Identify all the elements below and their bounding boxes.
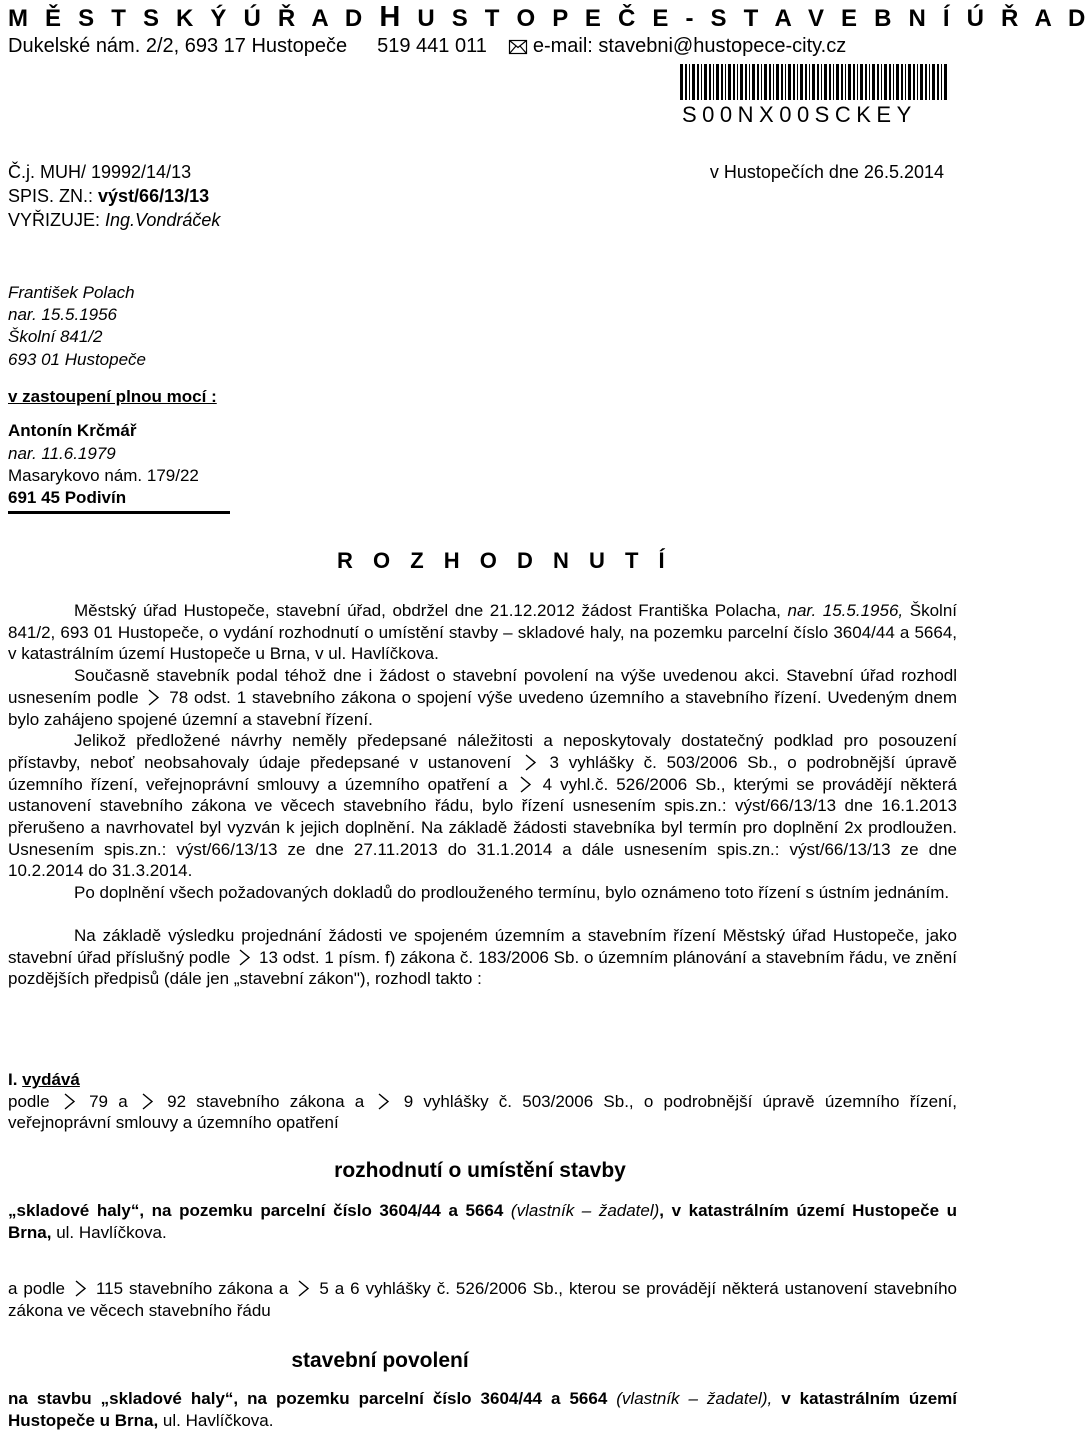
section-sign-icon [294,1279,313,1298]
document-date: v Hustopečích dne 26.5.2014 [709,162,944,182]
paragraph-interruption [8,730,957,882]
section-sign-icon [60,1092,79,1111]
representation-label: v zastoupení plnou mocí : [8,387,217,406]
file-mark-label: SPIS. ZN.: [8,186,99,206]
p4: Po doplnění všech požadovaných dokladů do prodlouženého termínu, bylo oznámeno toto řízení s ústním jednáním. [74,883,950,903]
basis-c: 92 stavebního zákona a [156,1091,375,1111]
handled-by-label: VYŘIZUJE: [8,210,106,230]
address-divider [8,511,230,514]
representative-street: Masarykovo nám. 179/22 [8,466,199,485]
section-sign-icon [521,753,540,772]
recipient-born: nar. 15.5.1956 [8,305,118,324]
permit-subject-text [8,1388,957,1431]
representative-name: Antonín Krčmář [8,421,137,440]
title-rest: U S T O P E Č E - S T A V E B N Í Ú Ř A D [405,5,1091,32]
decision-part-one [8,1069,957,1134]
page-title: R O Z H O D N U T Í [337,548,672,573]
section-sign-icon [138,1092,157,1111]
reasoning-text [8,600,957,990]
permit-legal-basis [8,1278,957,1321]
building-permit-heading: stavební povolení [291,1349,469,1372]
permit-subject [8,1388,957,1431]
basis-d: 9 vyhlášky č. 503/2006 Sb., o podrobnější úpravě územního řízení, veřejnoprávní smlouvy a územního opatření [8,1091,957,1133]
section-sign-icon [71,1279,90,1298]
paragraph-building-permit [8,665,957,730]
paragraph-decision-intro [8,925,957,990]
decision-roman: I. [8,1070,23,1089]
permit-subject-d: ul. Havlíčkova. [158,1410,274,1430]
decision-verb: vydává [22,1070,80,1089]
paragraph-application [8,600,957,665]
file-mark-value: výst/66/13/13 [98,186,210,206]
section-sign-icon [374,1092,393,1111]
decision-issues [8,1069,957,1091]
office-email: e-mail: stavebni@hustopece-city.cz [532,35,847,57]
basis-a: podle [8,1091,60,1111]
subject-c: , v katastrálním území Hustopeče u Brna, [8,1201,958,1242]
representative-city: 691 45 Podivín [8,488,127,507]
permit-basis-b: 115 stavebního zákona a [89,1279,295,1298]
file-mark [8,184,220,208]
section-sign-icon [144,688,163,707]
reference-number: Č.j. MUH/ 19992/14/13 [8,162,192,182]
paragraph-hearing [8,882,957,904]
document-meta [8,160,220,232]
office-title [8,2,1091,34]
permit-subject-a: na stavbu „skladové haly“, na pozemku parcelní číslo 3604/44 a 5664 [8,1389,617,1408]
p3a: Jelikož předložené návrhy neměly předepsané náležitosti a neposkytovaly dostatečný podklad pro posouzení přístavby, neboť neobsahovaly údaje předepsané v ustanovení [8,731,957,772]
barcode-icon [680,64,950,100]
section-sign-icon [235,948,254,967]
p1a: Městský úřad Hustopeče, stavební úřad, obdržel dne 21.12.2012 žádost Františka Polacha, [74,601,788,620]
permit-subject-c: v katastrálním území Hustopeče u Brna, [8,1389,957,1430]
representative-born: nar. 11.6.1979 [8,444,116,463]
subject-a: „skladové haly“, na pozemku parcelní číslo 3604/44 a 5664 [8,1201,511,1220]
basis-b: 79 a [78,1091,138,1111]
subject-b: (vlastník – žadatel) [510,1201,660,1220]
email-wrap [509,35,846,57]
office-address: Dukelské nám. 2/2, 693 17 Hustopeče [8,35,348,57]
recipient-name: František Polach [8,283,135,302]
barcode-text: S00NX00SCKEY [682,102,917,127]
subject-d: ul. Havlíčkova. [51,1222,167,1242]
p2: Současně stavebník podal téhož dne i žádost o stavební povolení na výše uvedenou akci. Stavební úřad rozhodl usnesením podle [8,666,957,707]
office-contact [8,34,846,58]
permit-legal-basis-text [8,1278,957,1321]
p5b: 13 odst. 1 písm. f) zákona č. 183/2006 Sb. o územním plánování a stavebním řádu, ve znění pozdějších předpisů (dále jen „stavební zákon"), rozhodl takto : [8,947,957,989]
permit-subject-b: (vlastník – žadatel), [616,1389,773,1408]
p5a: Na základě výsledku projednání žádosti ve spojeném územním a stavebním řízení Městský úřad Hustopeče, jako stavební úřad příslušný podle [8,925,957,967]
decision-legal-basis [8,1091,957,1134]
recipient-street: Školní 841/2 [8,327,103,346]
permit-basis-c: 5 a 6 vyhlášky č. 526/2006 Sb., kterou se provádějí některá ustanovení stavebního zákona ve věcech stavebního řádu [8,1279,957,1320]
permit-basis-a: a podle [8,1279,71,1298]
envelope-icon [509,40,527,54]
placement-subject [8,1200,957,1243]
p2b: 78 odst. 1 stavebního zákona o spojení výše uvedeno územního a stavebního řízení. Uvedeným dnem bylo zahájeno spojené územní a stavební řízení. [8,687,957,729]
recipient-city: 693 01 Hustopeče [8,350,146,369]
office-phone: 519 441 011 [377,35,487,57]
handled-by-value: Ing.Vondráček [105,210,221,230]
p1b: nar. 15.5.1956, [787,601,910,620]
p3c: 4 vyhl.č. 526/2006 Sb., kterými se provádějí některá ustanovení stavebního zákona ve věcech stavebního řádu, bylo řízení usnesením spis.zn.: výst/66/13/13 dne 16.1.2013 přerušeno a navrhovatel byl vyzván k jejich doplnění. Na základě žádosti stavebníka byl termín pro doplnění 2x prodloužen. Usnesením spis.zn.: výst/66/13/13 ze dne 27.11.2013 do 31.1.2014 a dále usnesením spis.zn.: výst/66/13/13 ze dne 10.2.2014 do 31.3.2014. [8,774,958,881]
p1c: Školní 841/2, 693 01 Hustopeče, o vydání rozhodnutí o umístění stavby – skladové haly, na pozemku parcelní číslo 3604/44 a 5664, v katastrálním území Hustopeče u Brna, v ul. Havlíčkova. [8,601,957,664]
handled-by [8,208,220,232]
title-initial: H [379,1,406,33]
placement-subject-text [8,1200,957,1243]
placement-decision-heading: rozhodnutí o umístění stavby [334,1159,626,1182]
section-sign-icon [516,775,535,794]
p3b: 3 vyhlášky č. 503/2006 Sb., o podrobnější úpravě územního řízení, veřejnoprávní smlouvy a územního opatření a [8,752,958,794]
title-prefix: M Ě S T S K Ý Ú Ř A D [8,5,380,32]
